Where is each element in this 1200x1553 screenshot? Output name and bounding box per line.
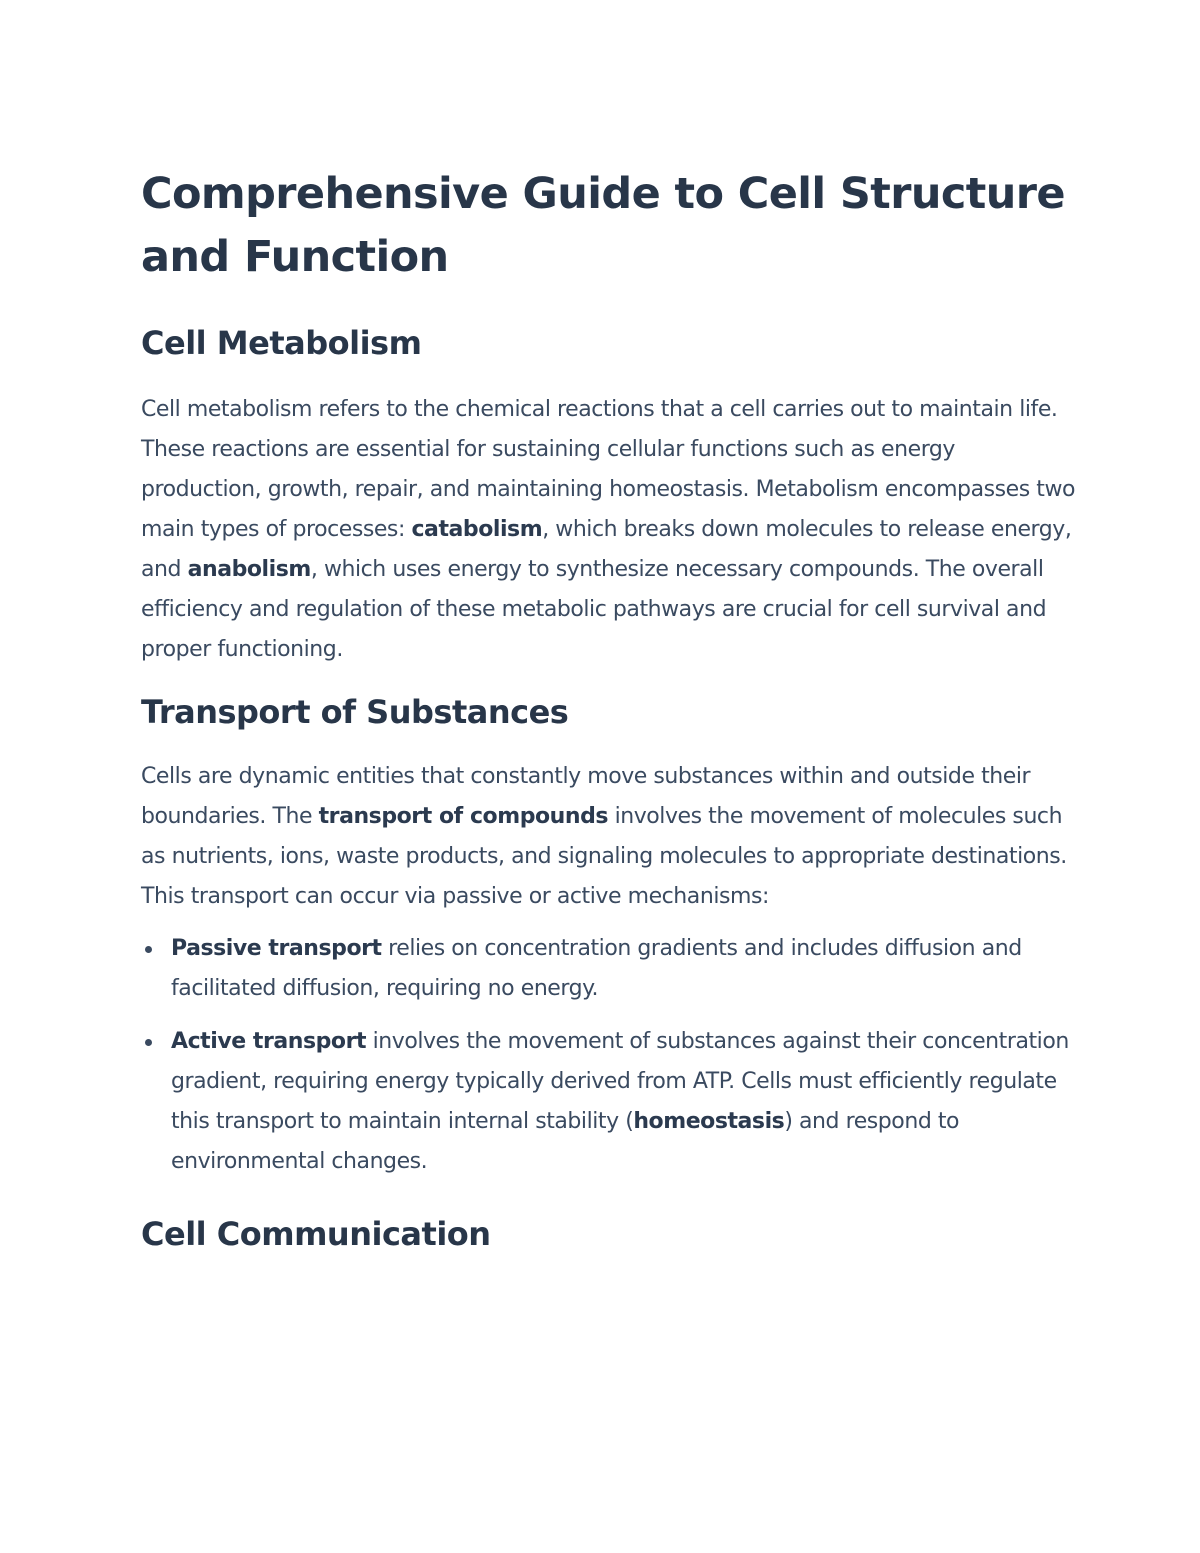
bold-term-transport-of-compounds: transport of compounds xyxy=(318,804,609,829)
bold-term-anabolism: anabolism xyxy=(187,557,311,582)
paragraph-cell-metabolism xyxy=(141,390,1081,670)
section-heading-cell-communication: Cell Communication xyxy=(141,1215,491,1253)
bold-term-homeostasis: homeostasis xyxy=(633,1109,785,1134)
text-run: Cells are dynamic entities that constantly move substances within and outside their boundaries. The xyxy=(141,764,1031,829)
text-run: , which uses energy to synthesize necessary compounds. The overall efficiency and regulation of these metabolic pathways are crucial for cell survival and proper functioning. xyxy=(141,557,1047,662)
text-run: ) and respond to environmental changes. xyxy=(171,1109,960,1174)
list-item xyxy=(141,929,1081,1009)
bold-term-catabolism: catabolism xyxy=(411,517,543,542)
text-run: , which breaks down molecules to release energy, and xyxy=(141,517,1072,582)
document-page xyxy=(141,163,1081,1254)
list-item xyxy=(141,1022,1081,1182)
text-run: involves the movement of molecules such as nutrients, ions, waste products, and signaling molecules to appropriate destinations. This transport can occur via passive or active mechanisms: xyxy=(141,804,1067,909)
bullet-icon xyxy=(145,1039,152,1046)
text-run: relies on concentration gradients and includes diffusion and facilitated diffusion, requiring no energy. xyxy=(171,936,1022,1001)
document-title: Comprehensive Guide to Cell Structure and Function xyxy=(141,169,1065,282)
section-heading-cell-metabolism: Cell Metabolism xyxy=(141,324,422,362)
bold-term-active-transport: Active transport xyxy=(171,1029,367,1054)
transport-bullet-list xyxy=(141,929,1081,1182)
section-heading-transport: Transport of Substances xyxy=(141,693,569,731)
bold-term-passive-transport: Passive transport xyxy=(171,936,382,961)
bullet-icon xyxy=(145,946,152,953)
text-run: involves the movement of substances against their concentration gradient, requiring energy typically derived from ATP. Cells must efficiently regulate this transport to maintain internal stability ( xyxy=(171,1029,1069,1134)
text-run: Cell metabolism refers to the chemical reactions that a cell carries out to maintain life. These reactions are essential for sustaining cellular functions such as energy production, growth, repair, and maintaining homeostasis. Metabolism encompasses two main types of processes: xyxy=(141,397,1076,542)
paragraph-transport xyxy=(141,757,1081,917)
